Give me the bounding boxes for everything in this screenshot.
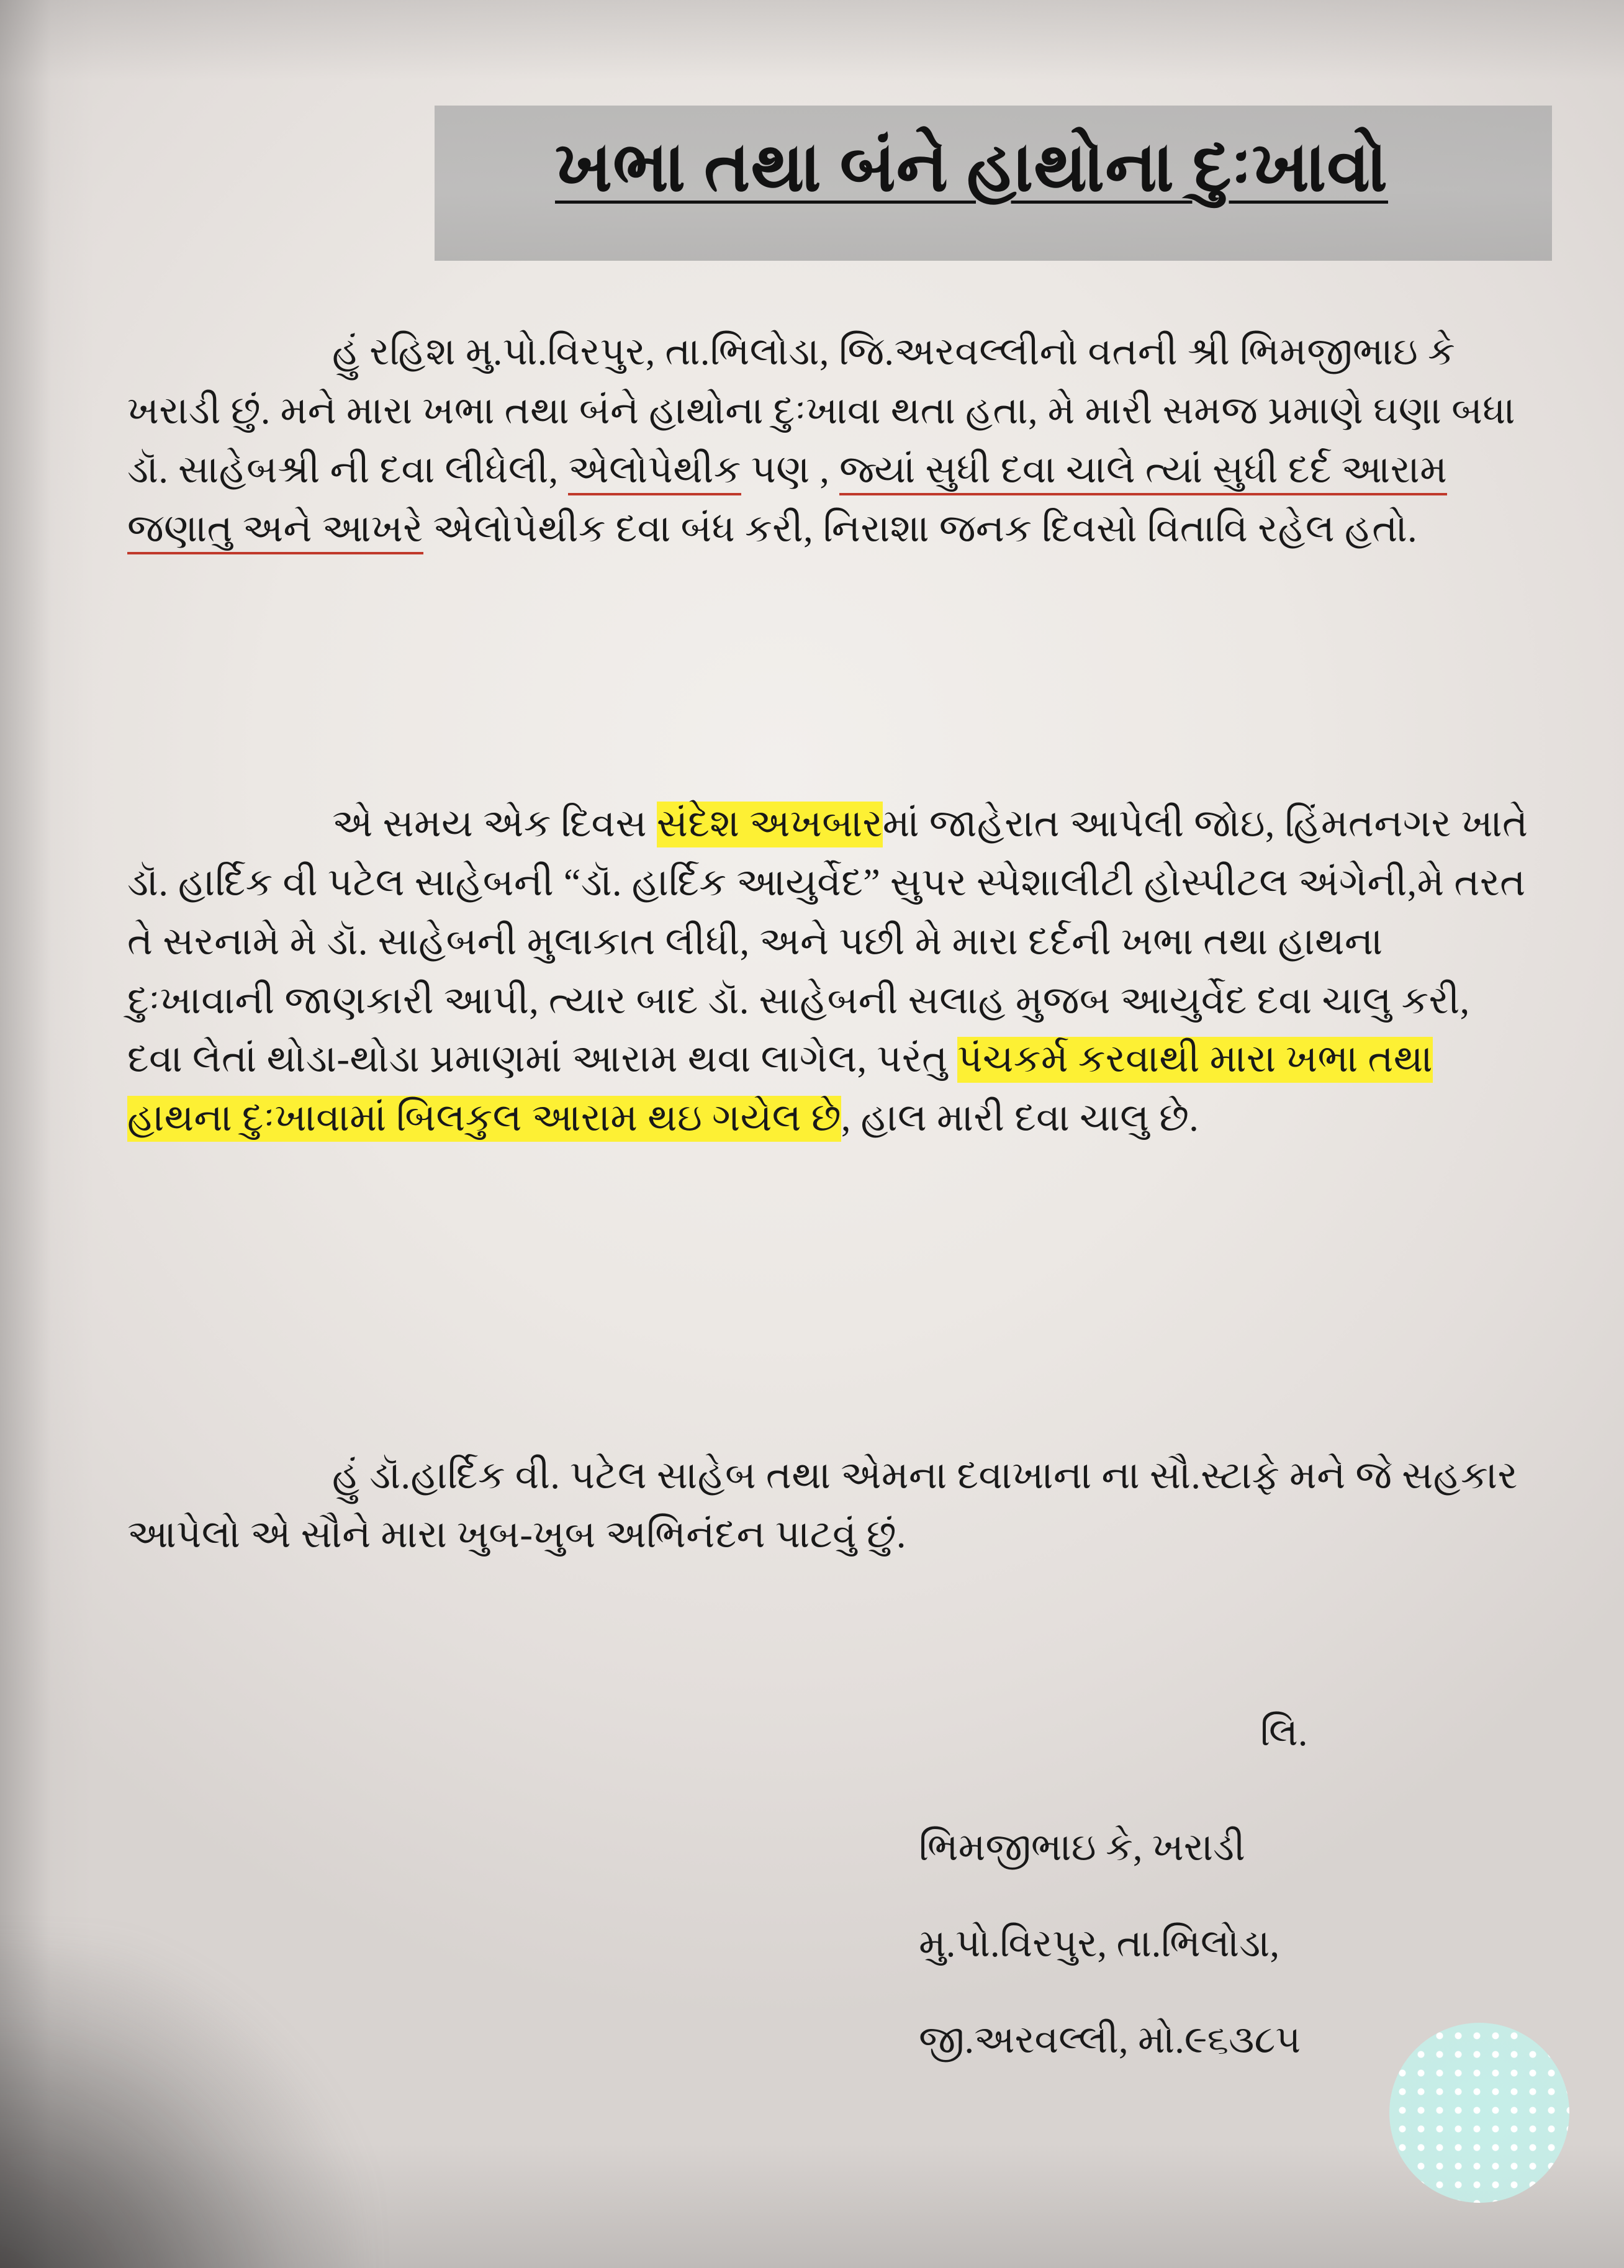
p1-seg-0: હું રહિશ મુ.પો.વિરપુર, તા.ભિલોડા, જિ.અરવલ્લીનો વતની શ્રી ભિમજીભાઇ કે ખરાડી છું. મને મારા ખભા તથા બંને હાથોના દુઃખાવા થતા હતા, મે મારી સમજ પ્રમાણે ઘણા બધા ડૉ. સાહેબશ્રી ની દવા લીધેલી, — [127, 331, 1515, 491]
p2-seg-3-highlighted: પંચકર્મ કરવાથી મારા ખભા તથા હાથના દુઃખાવામાં બિલકુલ આરામ થઇ ગયેલ છે — [127, 1037, 1433, 1142]
paragraph-3 — [127, 1447, 1530, 1565]
paragraph-1 — [127, 323, 1530, 558]
p1-seg-4: એલોપેથીક દવા બંધ કરી, નિરાશા જનક દિવસો વિતાવિ રહેલ હતો. — [423, 507, 1417, 550]
p1-seg-3-underlined: જ્યાં સુધી દવા ચાલે ત્યાં સુધી દર્દ આરામ જણાતુ અને આખરે — [127, 449, 1447, 554]
p2-seg-4: , હાલ મારી દવા ચાલુ છે. — [841, 1097, 1199, 1140]
signature-address-line-2: જી.અરવલ્લી, મો.૯૬૩૮૫ — [919, 2019, 1301, 2061]
p2-seg-1-highlighted: સંદેશ અખબાર — [657, 802, 883, 847]
signature-name: ભિમજીભાઇ કે, ખરાડી — [919, 1827, 1245, 1869]
p1-seg-1-underlined: એલોપેથીક — [568, 449, 741, 495]
p2-seg-0: એ સમય એક દિવસ — [332, 803, 657, 845]
p2-seg-2: માં જાહેરાત આપેલી જોઇ, હિંમતનગર ખાતે ડૉ. હાર્દિક વી પટેલ સાહેબની “ડૉ. હાર્દિક આયુર્વેદ” સુપર સ્પેશાલીટી હોસ્પીટલ અંગેની,મે તરત તે સરનામે મે ડૉ. સાહેબની મુલાકાત લીધી, અને પછી મે મારા દર્દની ખભા તથા હાથના દુઃખાવાની જાણકારી આપી, ત્યાર બાદ ડૉ. સાહેબની સલાહ મુજબ આયુર્વેદ દવા ચાલુ કરી, દવા લેતાં થોડા-થોડા પ્રમાણમાં આરામ થવા લાગેલ, પરંતુ — [127, 803, 1528, 1081]
signature-closing: લિ. — [1260, 1712, 1308, 1754]
page-title: ખભા તથા બંને હાથોના દુઃખાવો — [555, 129, 1388, 206]
p3-seg-0: હું ડૉ.હાર્દિક વી. પટેલ સાહેબ તથા એમના દવાખાના ના સૌ.સ્ટાફે મને જે સહકાર આપેલો એ સૌને મારા ખુબ-ખુબ અભિનંદન પાટવું છું. — [127, 1455, 1518, 1556]
signature-address-line-1: મુ.પો.વિરપુર, તા.ભિલોડા, — [919, 1923, 1280, 1965]
dotted-circle-sticker-icon — [1389, 2023, 1569, 2203]
p1-seg-2: પણ , — [741, 448, 839, 491]
paragraph-2 — [127, 795, 1530, 1148]
